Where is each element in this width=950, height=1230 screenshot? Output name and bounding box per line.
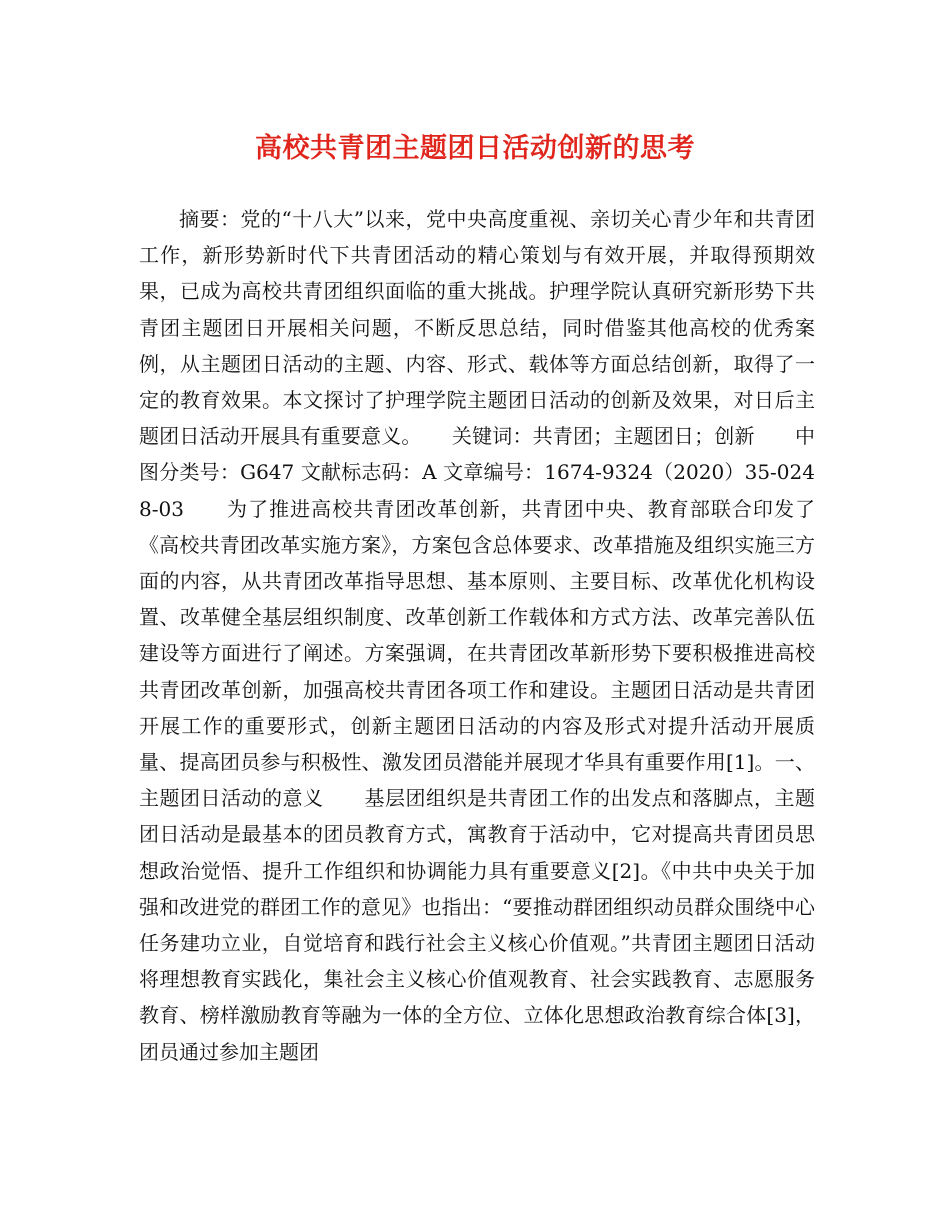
document-title: 高校共青团主题团日活动创新的思考 bbox=[255, 133, 695, 164]
document-body-paragraph: 摘要：党的“十八大”以来，党中央高度重视、亲切关心青少年和共青团工作，新形势新时代下共青团活动的精心策划与有效开展，并取得预期效果，已成为高校共青团组织面临的重大挑战。护理学院认真研究新形势下共青团主题团日开展相关问题，不断反思总结，同时借鉴其他高校的优秀案例，从主题团日活动的主题、内容、形式、载体等方面总结创新，取得了一定的教育效果。本文探讨了护理学院主题团日活动的创新及效果，对日后主题团日活动开展具有重要意义。 关键词：共青团；主题团日；创新 中图分类号：G647 文献标志码：A 文章编号：1674-9324（2020）35-0248-03 为了推进高校共青团改革创新，共青团中央、教育部联合印发了《高校共青团改革实施方案》，方案包含总体要求、改革措施及组织实施三方面的内容，从共青团改革指导思想、基本原则、主要目标、改革优化机构设置、改革健全基层组织制度、改革创新工作载体和方式方法、改革完善队伍建设等方面进行了阐述。方案强调，在共青团改革新形势下要积极推进高校共青团改革创新，加强高校共青团各项工作和建设。主题团日活动是共青团开展工作的重要形式，创新主题团日活动的内容及形式对提升活动开展质量、提高团员参与积极性、激发团员潜能并展现才华具有重要作用[1]。一、主题团日活动的意义 基层团组织是共青团工作的出发点和落脚点，主题团日活动是最基本的团员教育方式，寓教育于活动中，它对提高共青团员思想政治觉悟、提升工作组织和协调能力具有重要意义[2]。《中共中央关于加强和改进党的群团工作的意见》也指出：“要推动群团组织动员群众围绕中心任务建功立业，自觉培育和践行社会主义核心价值观。”共青团主题团日活动将理想教育实践化，集社会主义核心价值观教育、社会实践教育、志愿服务教育、榜样激励教育等融为一体的全方位、立体化思想政治教育综合体[3]，团员通过参加主题团 bbox=[139, 207, 815, 1064]
